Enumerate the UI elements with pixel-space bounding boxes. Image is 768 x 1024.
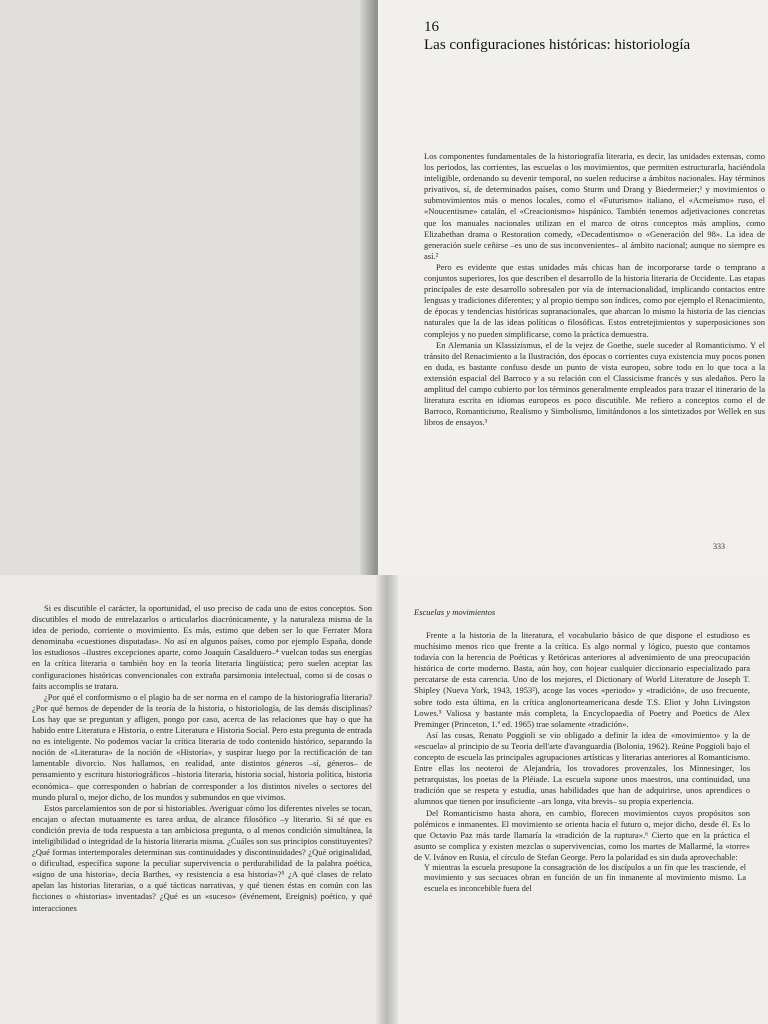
book-gutter-bottom — [376, 575, 398, 1024]
blank-left-page — [0, 0, 372, 575]
paragraph: Pero es evidente que estas unidades más chicas han de incorporarse tarde o temprano a conjuntos superiores, los que describen el desarrollo de la historia literaria de Occidente. Las etapas principales de este desarrollo sobresalen por vía de internacionalidad, implicando contactos entre lenguas y tradiciones diferentes; y al propio tiempo son índices, como por ejemplo el Renacimiento, de épocas y tendencias históricas supranacionales, que abarcan lo mismo la historia de las ciencias naturales que la de las ideas políticas o filosóficas. Estos entretejimientos y superposiciones son complejos y no pueden simplificarse, como la práctica demuestra. — [424, 261, 765, 339]
chapter-number: 16 — [424, 19, 439, 35]
page-body — [32, 603, 372, 914]
chapter-body — [424, 151, 765, 428]
page-number: 333 — [713, 542, 725, 551]
paragraph: Si es discutible el carácter, la oportunidad, el uso preciso de cada uno de estos conceptos. Son discutibles el modo de entrelazarlos o articularlos diacrónicamente, y la naturaleza misma de la idea de periodo, corriente o movimiento. Es más, estimo que deben ser lo que Ferrater Mora denominaba «cuestiones disputadas». No así en algunos países, como por ejemplo España, donde los estudiosos –ilustres excepciones aparte, como Joaquín Casalduero–⁴ vuelcan todas sus energías en la crítica literaria o también hoy en la teoría literaria lingüística; pero suelen aceptar las configuraciones históricas convencionales con extraña parsimonia intelectual, como si de cosas o faits accomplis se tratara. — [32, 603, 372, 691]
section-body — [414, 630, 750, 894]
page-333 — [378, 0, 768, 575]
paragraph: Del Romanticismo hasta ahora, en cambio, florecen movimientos cuyos propósitos son polémicos e inmanentes. El movimiento se orienta hacia el futuro o, mejor dicho, desde él. Es lo que Octavio Paz más tarde llamaría la «tradición de la ruptura».⁶ Cierto que en la práctica el asunto se complica y existen mezclas o supervivencias, como los martes de Mallarmé, la «torre» de V. Ivánov en Rusia, el círculo de Stefan George. Pero la polaridad es sin duda aprovechable: — [414, 807, 750, 862]
section-heading: Escuelas y movimientos — [414, 607, 496, 617]
paragraph: En Alemania un Klassizismus, el de la vejez de Goethe, suele suceder al Romanticismo. Y el tránsito del Renacimiento a la Ilustración, dos épocas o corrientes cuya existencia muy pocos ponen en duda, es bastante confuso desde un punto de vista europeo, sobre todo en lo que toca a la extensión espacial del Barroco y a su relación con el Classicisme francés y sus aledaños. Pero la amplitud del campo cubierto por los términos generalmente empleados para trazar el itinerario de la literatura escrita en idiomas europeos es poco discutible. Me refiero a conceptos como el de Barroco, Romanticismo, Realismo y Simbolismo, limitándonos a los sintetizados por Wellek en sus libros de ensayos.³ — [424, 339, 765, 428]
chapter-title: Las configuraciones históricas: historiología — [424, 37, 691, 53]
page-334 — [0, 575, 384, 1024]
paragraph: Los componentes fundamentales de la historiografía literaria, es decir, las unidades extensas, como los periodos, las corrientes, las escuelas o los movimientos, que permiten estructurarla, haciéndola inteligible, ordenando su devenir temporal, no suelen reducirse a ámbitos nacionales. Hay términos privativos, sí, de determinados países, como Sturm und Drang y Biedermeier;¹ y movimientos o submovimientos más o menos locales, como el «Futurismo» italiano, el «Acmeísmo» ruso, el «Noucentisme» catalán, el «Creacionismo» hispánico. También tenemos adjetivaciones concretas que los manuales nacionales utilizan en el marco de otros conceptos más amplios, como Elizabethan drama o Restoration comedy, «Decadentismo» o «Generación del 98». La idea de generación suele ceñirse –es uno de sus inconvenientes– al ámbito nacional; aunque no siempre es así.² — [424, 151, 765, 261]
page-335 — [384, 575, 768, 1024]
paragraph: ¿Por qué el conformismo o el plagio ha de ser norma en el campo de la historiografía literaria? ¿Por qué hemos de depender de la teoría de la historia, o historiología, de las demás disciplinas? Los hay que se preguntan y afligen, pongo por caso, acerca de las relaciones que hay o que ha habido entre Literatura e Historia, o entre Literatura e Historia Social. Pero esta pregunta de entrada no es inteligente. No podemos vaciar la crítica literaria de todo contenido histórico, separando la noción de «Literatura» de la noción de «Historia», y suspirar luego por la rectificación de tan lamentable divorcio. Nos hallamos, en realidad, ante distintos géneros –sí, géneros– de pensamiento y escritura historiográficos –historia literaria, historia social, historia política, historia económica– que corresponden o habrían de corresponder a los distintos niveles o sectores del mundo plural o, mejor dicho, de los mundos y submundos en que vivimos. — [32, 691, 372, 802]
paragraph: Así las cosas, Renato Poggioli se vio obligado a definir la idea de «movimiento» y la de «escuela» al principio de su Teoria dell'arte d'avanguardia (Bolonia, 1962). Reúne Poggioli bajo el concepto de escuela las principales agrupaciones artísticas y literarias anteriores al Romanticismo. Entre ellas los neoteroi de Alejandría, los trovadores provenzales, los Minnesinger, los petrarquistas, los poetas de la Pléiade. La escuela supone unos maestros, una continuidad, una tradición que se respeta y estudia, unas habilidades que han de adquirirse, unos aprendices o alumnos que tienen por insuficiente –ars longa, vita brevis– su propia experiencia. — [414, 729, 750, 807]
block-quote: Y mientras la escuela presupone la consagración de los discípulos a un fin que les trasciende, el movimiento y sus secuaces obran en función de un fin inmanente al movimiento mismo. La escuela es inconcebible fuera del — [424, 862, 746, 893]
paragraph: Estos parcelamientos son de por sí historiables. Averiguar cómo los diferentes niveles se tocan, encajan o afectan mutuamente es tarea ardua, de alcance filosófico –y literario. Si sé que es condición previa de toda respuesta a tan ambiciosa pregunta, o al menos condición simultánea, la inteligibilidad o integridad de la historia literaria misma. ¿Cuáles son sus principios constituyentes? ¿Qué formas intertemporales determinan sus continuidades y discontinuidades? ¿Qué originalidad, o dificultad, específica supone la peculiar supervivencia o perdurabilidad de la palabra poética, «signo de una historia», decía Barthes, «y resistencia a esa historia»?⁵ ¿A qué clases de relato apelan las historias literarias, o a qué tácticas narrativas, y qué tienen éstas en común con las ficciones o «historias» inventadas? ¿Qué es un «suceso» (événement, Ereignis) poético, y qué interacciones — [32, 802, 372, 913]
paragraph: Frente a la historia de la literatura, el vocabulario básico de que dispone el estudioso es muchísimo menos rico que frente a la crítica. Es algo normal y lógico, puesto que contamos todavía con la herencia de Poéticas y Retóricas anteriores al advenimiento de una preocupación histórica de corte moderno. Basta, aún hoy, con hojear cualquier diccionario especializado para percatarse de esta carencia. Uno de los mejores, el Dictionary of World Literature de Joseph T. Shipley (Nueva York, 1943, 1953²), acoge las voces «periodo» y «tradición», de uso frecuente, sobre todo esta última, en la crítica anglonorteamericana desde T.S. Eliot y John Livingston Lowes.⁵ Valiosa y bastante más completa, la Encyclopaedia of Poetry and Poetics de Alex Preminger (Princeton, 1.ª ed. 1965) trae solamente «tradición». — [414, 630, 750, 729]
